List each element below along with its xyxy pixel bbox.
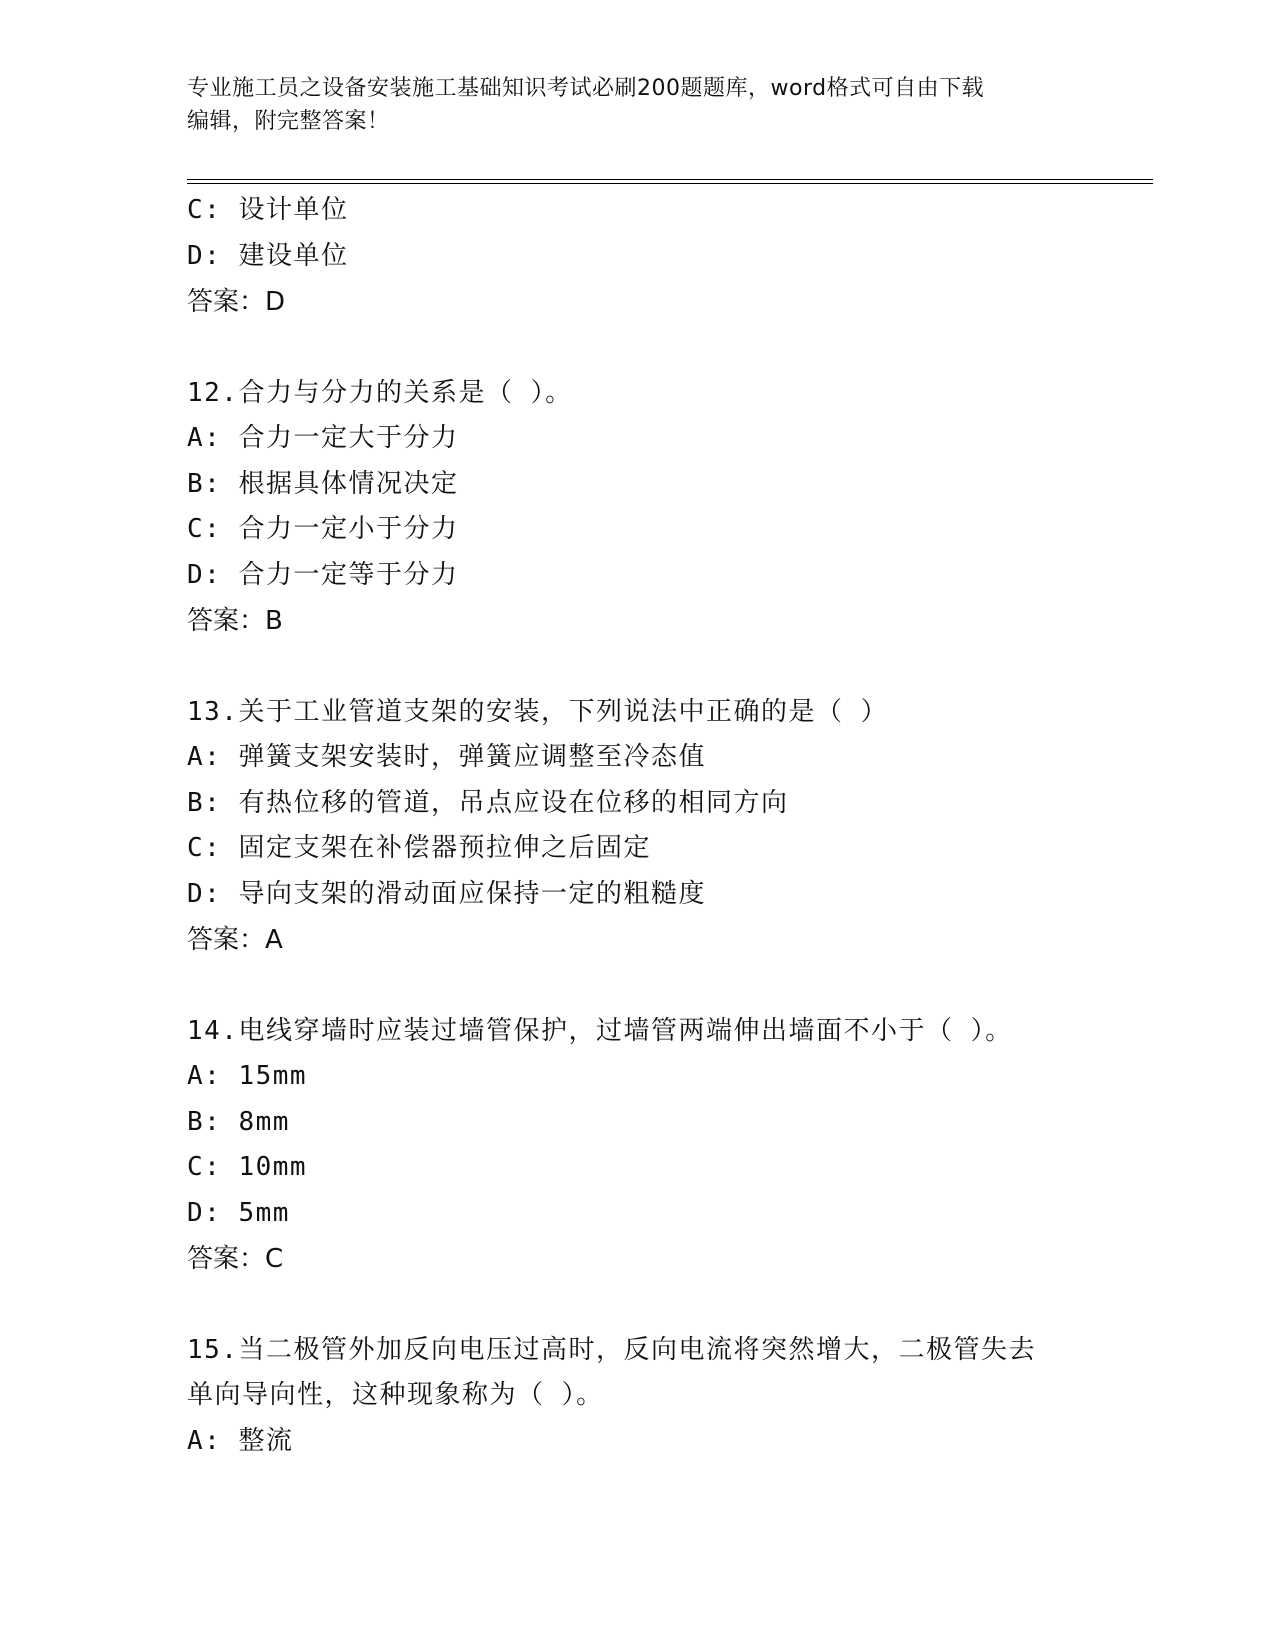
option-c: C: 10mm bbox=[187, 1152, 308, 1182]
spacer bbox=[187, 1282, 1087, 1328]
spacer bbox=[187, 644, 1087, 690]
prev-question-block bbox=[187, 188, 1087, 325]
option-d: D: 合力一定等于分力 bbox=[187, 559, 459, 590]
question-13-block bbox=[187, 690, 1087, 964]
document-body bbox=[187, 188, 1087, 1464]
question-14-block bbox=[187, 1009, 1087, 1283]
question-stem: 13.关于工业管道支架的安装，下列说法中正确的是（ ） bbox=[187, 696, 889, 727]
option-c: C: 设计单位 bbox=[187, 195, 349, 225]
header-divider-bottom bbox=[187, 183, 1153, 184]
spacer bbox=[187, 325, 1087, 371]
answer-line: 答案：D bbox=[187, 287, 286, 317]
option-b: B: 8mm bbox=[187, 1106, 290, 1137]
answer-line: 答案：B bbox=[187, 606, 283, 636]
header-title-line1: 专业施工员之设备安装施工基础知识考试必刷200题题库，word格式可自由下载 bbox=[187, 76, 985, 101]
option-a: A: 合力一定大于分力 bbox=[187, 423, 459, 453]
spacer bbox=[187, 963, 1087, 1009]
header-title-line2: 编辑，附完整答案！ bbox=[187, 109, 390, 134]
answer-line: 答案：C bbox=[187, 1244, 284, 1274]
option-c: C: 合力一定小于分力 bbox=[187, 514, 459, 544]
option-a: A: 弹簧支架安装时，弹簧应调整至冷态值 bbox=[187, 742, 706, 772]
question-stem-line1: 15.当二极管外加反向电压过高时，反向电流将突然增大，二极管失去 bbox=[187, 1334, 1036, 1365]
answer-line: 答案：A bbox=[187, 925, 283, 955]
option-b: B: 有热位移的管道，吊点应设在位移的相同方向 bbox=[187, 787, 789, 818]
option-d: D: 建设单位 bbox=[187, 240, 349, 271]
question-stem: 12.合力与分力的关系是（ ）。 bbox=[187, 377, 573, 408]
document-header bbox=[187, 72, 1087, 138]
option-a: A: 整流 bbox=[187, 1425, 294, 1456]
option-c: C: 固定支架在补偿器预拉伸之后固定 bbox=[187, 833, 651, 863]
option-d: D: 导向支架的滑动面应保持一定的粗糙度 bbox=[187, 878, 706, 909]
option-a: A: 15mm bbox=[187, 1061, 308, 1091]
question-15-block bbox=[187, 1328, 1087, 1465]
option-d: D: 5mm bbox=[187, 1197, 290, 1228]
question-12-block bbox=[187, 371, 1087, 645]
option-b: B: 根据具体情况决定 bbox=[187, 468, 459, 499]
question-stem: 14.电线穿墙时应装过墙管保护，过墙管两端伸出墙面不小于（ ）。 bbox=[187, 1015, 1013, 1046]
question-stem-line2: 单向导向性，这种现象称为（ ）。 bbox=[187, 1380, 604, 1410]
header-divider-top bbox=[187, 179, 1153, 180]
